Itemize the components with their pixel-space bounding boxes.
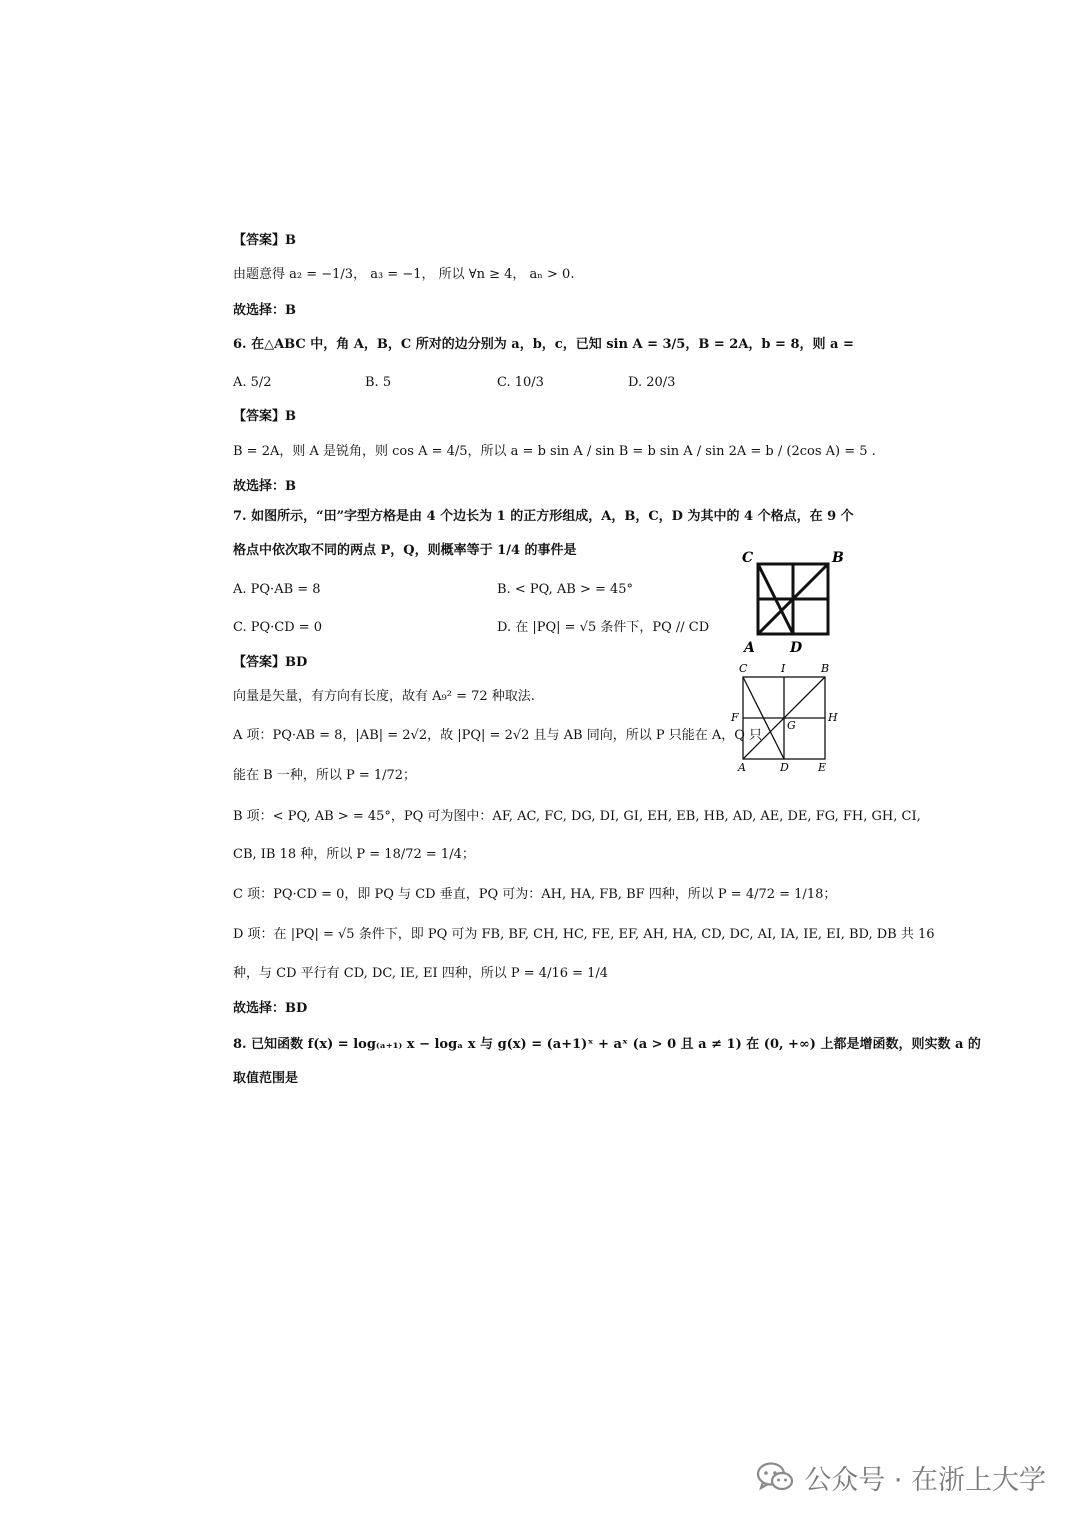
watermark [756,1459,1046,1495]
q5-solution: 由题意得 a₂ = −1/3， a₃ = −1， 所以 ∀n ≥ 4， aₙ > 0. [233,267,575,282]
label2-D: D [780,761,789,774]
answer-7-label: 【答案】BD [233,655,308,670]
q7-solution-b-line2: CB, IB 18 种，所以 P = 18/72 = 1/4； [233,847,475,862]
watermark-text: 公众号 · 在浙上大学 [804,1464,1046,1496]
label2-H: H [828,711,838,724]
label-C: C [742,550,754,566]
q7-option-b: B. < PQ, AB > = 45° [497,582,634,597]
answer-5-label: 【答案】B [233,233,296,248]
figure-tian-grid [738,546,850,656]
q6-solution: B = 2A，则 A 是锐角，则 cos A = 4/5，所以 a = b sin A / sin B = b sin A / sin 2A = b / (2cos A) = 5 . [233,444,876,459]
q7-solution-c: C 项：PQ·CD = 0，即 PQ 与 CD 垂直，PQ 可为：AH, HA, FB, BF 四种，所以 P = 4/72 = 1/18； [233,887,837,902]
q7-stem-line1: 7. 如图所示，“田”字型方格是由 4 个边长为 1 的正方形组成，A，B，C，D 为其中的 4 个格点，在 9 个 [233,509,854,524]
label2-E: E [818,761,827,774]
label2-B: B [821,662,830,675]
label-A: A [744,640,755,656]
q7-conclusion: 故选择：BD [233,1001,308,1016]
q7-solution-intro: 向量是矢量，有方向有长度，故有 A₉² = 72 种取法. [233,689,535,704]
label2-C: C [739,662,748,675]
figure-labelled-grid [728,658,844,774]
label2-G: G [787,719,796,732]
q6-stem: 6. 在△ABC 中，角 A，B，C 所对的边分别为 a，b，c，已知 sin A = 3/5，B = 2A，b = 8，则 a = [233,337,854,352]
q6-option-b: B. 5 [365,375,392,390]
label2-I: I [781,662,786,675]
q7-solution-a-line2: 能在 B 一种，所以 P = 1/72； [233,768,417,783]
q7-solution-d-line2: 种，与 CD 平行有 CD, DC, IE, EI 四种，所以 P = 4/16 = 1/4 [233,966,609,981]
label-B: B [832,550,844,566]
q6-option-c: C. 10/3 [497,375,544,390]
q7-option-d: D. 在 |PQ| = √5 条件下，PQ // CD [497,620,710,635]
q7-stem-line2: 格点中依次取不同的两点 P，Q，则概率等于 1/4 的事件是 [233,543,577,558]
label2-F: F [731,711,739,724]
label2-A: A [738,761,746,774]
q7-solution-d-line1: D 项：在 |PQ| = √5 条件下，即 PQ 可为 FB, BF, CH, HC, FE, EF, AH, HA, CD, DC, AI, IA, IE, EI, BD, DB 共 16 [233,927,935,942]
answer-6-label: 【答案】B [233,409,296,424]
q7-solution-b-line1: B 项：< PQ, AB > = 45°，PQ 可为图中：AF, AC, FC, DG, DI, GI, EH, EB, HB, AD, AE, DE, FG, FH, GH, CI, [233,809,921,824]
q7-option-a: A. PQ·AB = 8 [233,582,321,597]
q6-option-d: D. 20/3 [628,375,676,390]
q7-solution-a-line1: A 项：PQ·AB = 8，|AB| = 2√2，故 |PQ| = 2√2 且与 AB 同向，所以 P 只能在 A，Q 只 [233,728,763,743]
q7-option-c: C. PQ·CD = 0 [233,620,323,635]
label-D: D [790,640,803,656]
q5-conclusion: 故选择：B [233,303,296,318]
wechat-icon [756,1461,794,1493]
q8-stem-line1: 8. 已知函数 f(x) = log₍ₐ₊₁₎ x − logₐ x 与 g(x) = (a+1)ˣ + aˣ (a > 0 且 a ≠ 1) 在 (0, +∞) 上都是增函数，则实数 a 的 [233,1037,981,1052]
q6-conclusion: 故选择：B [233,479,296,494]
q6-option-a: A. 5/2 [233,375,272,390]
q8-stem-line2: 取值范围是 [233,1071,299,1086]
